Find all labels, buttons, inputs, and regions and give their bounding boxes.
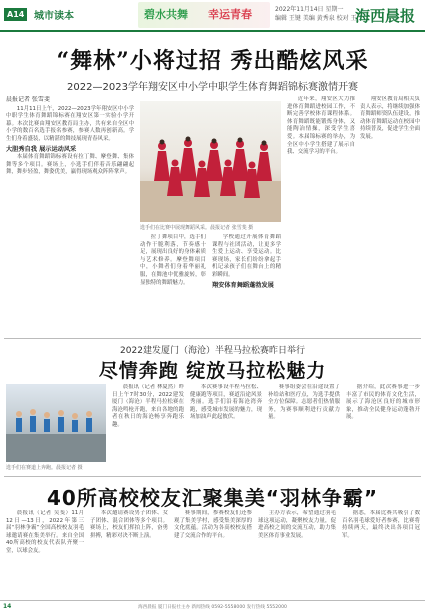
article1-paragraph: 学校通过开展体育舞蹈课程与社团活动，让更多学生爱上运动、享受运动。比赛现场，家长们纷纷拿起手机记录孩子们在舞台上的精彩瞬间。 — [212, 234, 281, 278]
article3-paragraph: 主办方表示，希望通过羽毛球这项运动，凝聚校友力量，促进高校之间的交流互动，助力集美区体育事业发展。 — [258, 510, 336, 539]
article1-section-heading: 大胆秀自我 展示运动风采 — [6, 145, 77, 153]
article2-paragraph: 本次赛事设半程马拉松、健康跑等项目，赛道沿途风景秀丽。选手们沿着海沧湾奔跑，感受城市发展的魅力，现场加油声此起彼伏。 — [190, 384, 262, 421]
section-divider — [4, 338, 421, 339]
banner-text-left: 碧水共舞 — [144, 8, 188, 21]
article2-paragraph: 晨报讯（记者 林夏然）昨日上午7时30分，2022建发厦门（海沧）半程马拉松赛在海沧鸣枪开跑，来自各地的跑者在秋日的海沧畅享奔跑乐趣。 — [112, 384, 184, 428]
article1-col5 — [360, 96, 420, 336]
dance-photo — [140, 101, 281, 222]
article1-col1 — [6, 96, 134, 336]
article1-paragraph: 本届体育舞蹈锦标赛设有拉丁舞、摩登舞、集体舞等多个项目。赛场上，小选手们伴着音乐翩翩起舞，舞步轻盈，舞姿优美，赢得现场观众阵阵掌声。 — [6, 154, 134, 176]
article3-col5 — [342, 510, 420, 598]
article3-paragraph: 赛事期间，参赛校友们还参观了集美学村，感受集美深厚的文化底蕴。活动为各高校校友搭建了交流合作的平台。 — [174, 510, 252, 539]
article3-col1 — [6, 510, 84, 598]
article1-paragraph: 近年来，翔安区大力推进体育舞蹈进校园工作，不断完善学校体育课程体系。体育舞蹈既能锻炼身体，又能陶冶情操，深受学生喜爱。本届锦标赛的举办，为全区中小学生搭建了展示自我、交流学习的平台。 — [287, 96, 355, 156]
article2-col3 — [268, 384, 340, 474]
editor-line: 编辑 王键 美编 黄秀泉 校对 王兰 — [275, 15, 363, 22]
article3-paragraph: 本次邀请赛设男子团体、女子团体、混合团体等多个项目。赛场上，校友们挥拍上阵，奋勇拼搏，精彩对决不断上演。 — [90, 510, 168, 539]
article3-paragraph: 据悉，本届比赛共吸引了数百名羽毛球爱好者参赛，比赛将持续两天，最终决出各项目冠军。 — [342, 510, 420, 539]
banner-text-right: 幸运青春 — [208, 8, 252, 21]
article1-byline: 晨报记者 张雪斐 — [6, 96, 50, 103]
article2-col1 — [112, 384, 184, 474]
article1-col3 — [212, 234, 281, 334]
article2-paragraph: 据介绍，此次赛事进一步丰富了市民的体育文化生活，展示了海沧区良好的城市形象，推动全民健身运动蓬勃开展。 — [346, 384, 420, 421]
marathon-photo — [6, 384, 106, 462]
article1-photo-caption: 选手们在比赛中展现舞蹈风采。晨报记者 张雪斐 摄 — [140, 225, 254, 231]
section-divider — [4, 476, 421, 477]
article2-col2 — [190, 384, 262, 474]
article3-col3 — [174, 510, 252, 598]
issue-meta — [275, 5, 363, 23]
section-name: 城市读本 — [34, 11, 74, 22]
article2-headline: 尽情奔跑 绽放马拉松魅力 — [98, 360, 327, 382]
page-footer — [0, 600, 425, 611]
article1-subheadline: 2022—2023学年翔安区中小学中职学生体育舞蹈锦标赛激情开赛 — [67, 82, 358, 93]
header-rule — [0, 30, 425, 32]
article1-section-heading: 翔安体育舞蹈蓬勃发展 — [212, 281, 274, 289]
article2-paragraph: 赛事组委会在沿途设置了补给站和医疗点，为选手提供全方位保障。志愿者们热情服务，为赛事顺利进行贡献力量。 — [268, 384, 340, 421]
event-banner — [138, 2, 270, 28]
article3-col4 — [258, 510, 336, 598]
issue-date: 2022年11月14日 星期一 — [275, 6, 344, 13]
article1-headline: “舞林”小将过招 秀出酷炫风采 — [56, 48, 369, 74]
newspaper-masthead: 海西晨报 — [355, 7, 416, 25]
article3-headline: 40所高校校友汇聚集美“羽林争霸” — [46, 486, 379, 510]
article3-col2 — [90, 510, 168, 598]
page-number-tag: A14 — [4, 8, 27, 21]
footer-text: 海西晨报 厦门日报社主办 新闻热线 0592-5558000 发行热线 5552000 — [138, 605, 287, 610]
article1-paragraph: 拉丁舞项目中，选手们动作干脆利落，节奏感十足，展现出良好的身体素质与艺术修养。摩登舞项目中，小舞者们身着华丽礼服，在舞池中优雅旋转，彰显独特的舞蹈魅力。 — [140, 234, 206, 286]
article2-col4 — [346, 384, 420, 474]
article1-col4 — [287, 96, 355, 336]
article3-paragraph: 晨报讯（记者 吴斐）11月12日—13日，2022年第三届“羽林争霸”全国高校校友羽毛球邀请赛在集美举行。来自全国40所高校的校友代表队齐聚一堂，以球会友。 — [6, 510, 84, 554]
footer-page-number: 14 — [3, 603, 12, 610]
article1-paragraph: 11月11日上午，2022—2023学年翔安区中小学中职学生体育舞蹈锦标赛在翔安区第一实验小学开幕。本次比赛由翔安区教育局主办，共有来自全区中小学的数百名选手报名参赛，参赛人数再创新高。学生们身着盛装，以精湛的舞技展现青春风采。 — [6, 105, 134, 142]
article1-paragraph: 翔安区教育局相关负责人表示，将继续加强体育舞蹈师资队伍建设，推动体育舞蹈运动在校园中持续普及，促进学生全面发展。 — [360, 96, 420, 140]
article2-photo-caption: 选手们在赛道上奔跑。晨报记者 摄 — [6, 465, 83, 471]
article1-col2 — [140, 234, 206, 334]
page-header — [0, 0, 425, 30]
article2-kicker: 2022建发厦门（海沧）半程马拉松赛昨日举行 — [120, 346, 305, 356]
